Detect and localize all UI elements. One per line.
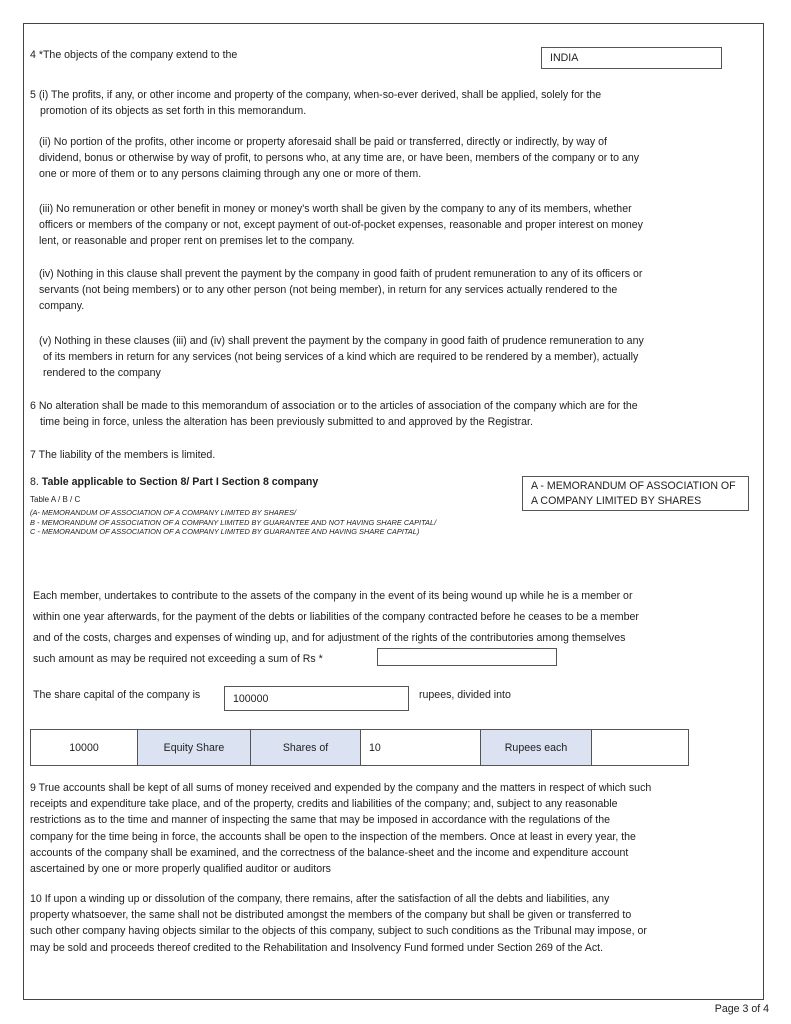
share-capital-value: 100000 [233, 692, 269, 705]
clause-line: promotion of its objects as set forth in this memorandum. [40, 105, 307, 118]
clause-5-iv [39, 266, 642, 315]
clause-line: property whatsoever, the same shall not be distributed amongst the members of the company but shall be given or transferred to [30, 909, 632, 922]
paragraph-line: within one year afterwards, for the payment of the debts or liabilities of the company contracted before he ceases to be a member [33, 611, 639, 623]
clause-line: officers or members of the company or not, except payment of out-of-pocket expenses, reasonable and proper interest on money [39, 219, 643, 232]
table-option: B - MEMORANDUM OF ASSOCIATION OF A COMPANY LIMITED BY GUARANTEE AND NOT HAVING SHARE CAPITAL/ [30, 517, 437, 527]
shares-table [30, 729, 689, 766]
extra-cell [592, 730, 689, 766]
table-selection-line: A - MEMORANDUM OF ASSOCIATION OF [531, 480, 736, 492]
clause-line: of its members in return for any services (not being services of a kind which are required to be rendered by a member), actually [43, 351, 639, 364]
clause-5-iii [39, 201, 643, 250]
clause-line: time being in force, unless the alteration has been previously submitted to and approved by the Registrar. [40, 416, 533, 429]
clause-line: 10 If upon a winding up or dissolution of the company, there remains, after the satisfaction of all the debts and liabilities, any [30, 893, 610, 905]
paragraph-line: such amount as may be required not exceeding a sum of Rs * [33, 653, 323, 665]
share-type-cell: Equity Share [138, 730, 251, 766]
share-capital-label: The share capital of the company is [33, 689, 201, 701]
share-count-cell[interactable]: 10000 [31, 730, 138, 766]
clause-5-i [30, 87, 601, 119]
clause-9 [30, 780, 651, 877]
shares-of-cell: Shares of [251, 730, 361, 766]
clause-line: 6 No alteration shall be made to this memorandum of association or to the articles of association of the company which are for the [30, 400, 638, 412]
paragraph-line: and of the costs, charges and expenses of winding up, and for adjustment of the rights of the contributories among themselves [33, 632, 626, 644]
table-option: C - MEMORANDUM OF ASSOCIATION OF A COMPANY LIMITED BY GUARANTEE AND HAVING SHARE CAPITAL) [30, 527, 420, 536]
clause-5-ii [39, 134, 639, 183]
table-selection-line: A COMPANY LIMITED BY SHARES [531, 495, 702, 507]
clause-line: (ii) No portion of the profits, other income or property aforesaid shall be paid or transferred, directly or indirectly, by way of [39, 136, 608, 148]
table-option: (A- MEMORANDUM OF ASSOCIATION OF A COMPANY LIMITED BY SHARES/ [30, 508, 297, 517]
clause-6 [30, 398, 638, 430]
shares-row [31, 730, 689, 766]
clause-line: receipts and expenditure take place, and of the property, credits and liabilities of the company; and, subject to any reasonable [30, 798, 618, 811]
clause-line: servants (not being members) or to any other person (not being member), in return for any services actually rendered to the [39, 284, 618, 297]
clause-line: company for the time being in force, the accounts shall be open to the inspection of the members. Once at least in every year, the [30, 830, 636, 843]
clause-line: (iv) Nothing in this clause shall prevent the payment by the company in good faith of prudent remuneration to any of its officers or [39, 268, 643, 280]
clause-line: restrictions as to the time and manner of inspecting the same that may be imposed in accordance with the regulations of the [30, 814, 611, 827]
share-capital-suffix: rupees, divided into [419, 689, 511, 701]
table-selection-field[interactable] [522, 476, 749, 511]
clause-line: accounts of the company shall be examined, and the correctness of the balance-sheet and the income and expenditure account [30, 846, 629, 859]
rupees-each-cell: Rupees each [481, 730, 592, 766]
objects-extent-value: INDIA [550, 52, 579, 64]
clause-8-number: 8. [30, 476, 39, 488]
face-value-cell[interactable]: 10 [361, 730, 481, 766]
clause-line: dividend, bonus or otherwise by way of profit, to persons who, at any time are, or have been, members of the company or to any [39, 152, 640, 165]
table-options-list [30, 508, 436, 537]
clause-5-v [39, 333, 644, 382]
clause-line: lent, or reasonable and proper rent on premises let to the company. [39, 235, 355, 248]
clause-7: 7 The liability of the members is limited. [30, 449, 216, 461]
clause-10 [30, 891, 647, 956]
clause-line: (iii) No remuneration or other benefit in money or money's worth shall be given by the company to any of its members, whether [39, 203, 632, 215]
clause-line: such other company having objects similar to the objects of this company, subject to such conditions as the Tribunal may impose, or [30, 925, 647, 938]
share-capital-field[interactable] [224, 686, 409, 711]
clause-line: one or more of them or to any persons claiming through any one or more of them. [39, 168, 422, 181]
table-options-label: Table A / B / C [30, 495, 81, 504]
clause-line: may be sold and proceeds thereof credited to the Rehabilitation and Insolvency Fund formed under Section 269 of the Act. [30, 941, 604, 954]
objects-extent-field[interactable] [541, 47, 722, 69]
clause-line: rendered to the company [43, 367, 161, 380]
clause-line: company. [39, 300, 85, 313]
clause-line: 9 True accounts shall be kept of all sums of money received and expended by the company and the matters in respect of which such [30, 782, 652, 794]
paragraph-line: Each member, undertakes to contribute to the assets of the company in the event of its being wound up while he is a member or [33, 590, 633, 602]
clause-line: (v) Nothing in these clauses (iii) and (iv) shall prevent the payment by the company in good faith of prudence remuneration to any [39, 335, 644, 347]
clause-line: ascertained by one or more properly qualified auditor or auditors [30, 863, 331, 876]
clause-line: 5 (i) The profits, if any, or other income and property of the company, when-so-ever derived, shall be applied, solely for the [30, 89, 602, 101]
clause-4-label: 4 *The objects of the company extend to the [30, 49, 238, 61]
clause-8-title: Table applicable to Section 8/ Part I Section 8 company [41, 476, 319, 488]
contribution-amount-field[interactable] [377, 648, 557, 666]
clause-8-heading [30, 474, 318, 490]
page-number: Page 3 of 4 [714, 1003, 769, 1015]
